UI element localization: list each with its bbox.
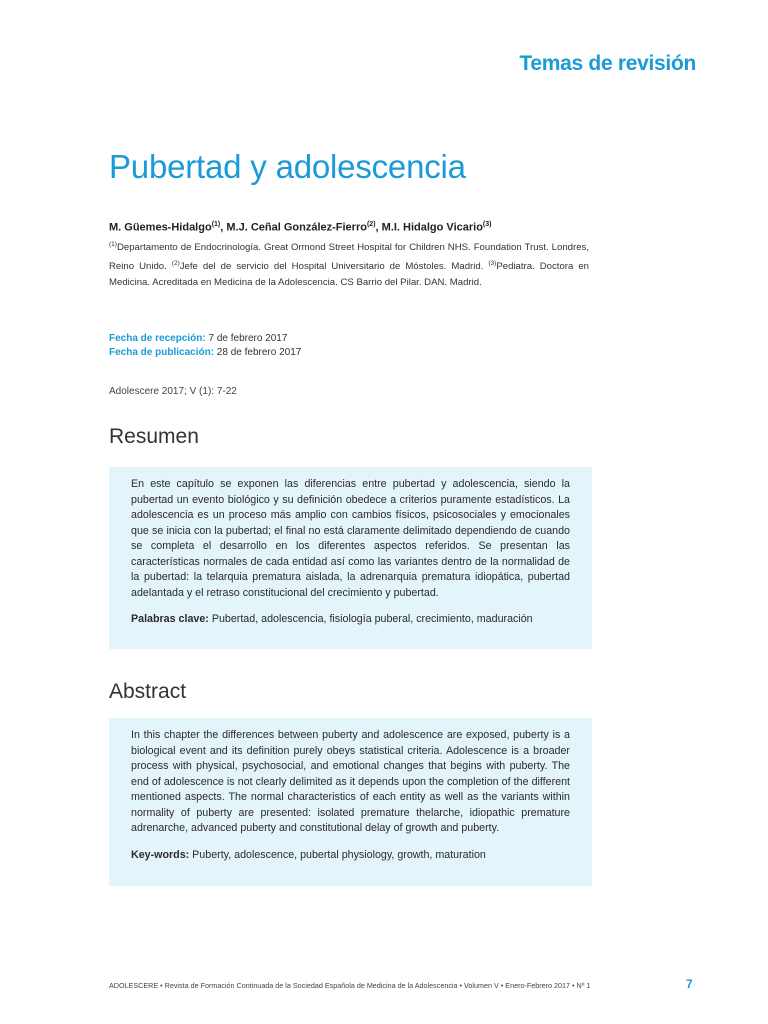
affiliation-text: Departamento de Endocrinología. Great Ormond Street Hospital for Children NHS. Foundation Trust. Londres, Reino Unido. [109, 242, 589, 273]
publication-date-value: 28 de febrero 2017 [214, 347, 302, 358]
resumen-heading: Resumen [109, 425, 199, 448]
publication-date-label: Fecha de publicación: [109, 347, 215, 358]
author-ref: (2) [366, 221, 376, 228]
reception-date-value: 7 de febrero 2017 [205, 333, 288, 344]
author-separator: , [375, 221, 382, 234]
reception-date-label: Fecha de recepción: [109, 333, 206, 344]
author-ref: (3) [482, 221, 492, 228]
author-name: M.I. Hidalgo Vicario [381, 221, 483, 234]
affiliation-ref: (3) [488, 260, 497, 268]
author-separator: , [220, 221, 227, 234]
resumen-keywords [131, 613, 570, 625]
resumen-text: En este capítulo se exponen las diferencias entre pubertad y adolescencia, siendo la pubertad un evento biológico y su definición obedece a criterios puramente estadísticos. La adolescencia es un proceso más amplio con cambios físicos, psicosociales y emocionales que se inicia con la pubertad; el final no está claramente delimitado dependiendo de cuando se completa el desarrollo en los diferentes aspectos referidos. Se presentan las características normales de cada entidad así como las variantes dentro de la normalidad de la pubertad: la telarquia prematura aislada, la adrenarquia prematura idiopática, pubertad adelantada y el retraso constitucional del crecimiento y pubertad. [131, 478, 570, 599]
abstract-heading: Abstract [109, 680, 187, 703]
author-list [109, 221, 589, 234]
journal-footer: ADOLESCERE • Revista de Formación Continuada de la Sociedad Española de Medicina de la Adolescencia • Volumen V • Enero-Febrero 2017 • Nº 1 [109, 981, 591, 990]
affiliation-text: Pediatra. Doctora en Medicina. Acreditada en Medicina de la Adolescencia. CS Barrio del Pilar. DAN. Madrid. [109, 261, 589, 289]
section-label: Temas de revisión [519, 52, 696, 75]
author-ref: (1) [211, 221, 221, 228]
keywords-label: Key-words: [131, 848, 190, 861]
affiliation-ref: (1) [109, 241, 117, 248]
abstract-box [109, 718, 592, 886]
affiliations [109, 237, 589, 291]
affiliation-ref: (2) [171, 260, 180, 268]
keywords-value: Pubertad, adolescencia, fisiología puberal, crecimiento, maduración [208, 613, 533, 625]
publication-date [109, 347, 301, 358]
author-name: M. Güemes-Hidalgo [109, 221, 212, 234]
citation: Adolescere 2017; V (1): 7-22 [109, 386, 237, 397]
abstract-keywords [131, 849, 570, 861]
abstract-text: In this chapter the differences between puberty and adolescence are exposed, puberty is a biological event and its definition purely obeys statistical criteria. Adolescence is a broader process with physical, psychosocial, and emotional changes that begins with puberty. The end of adolescence is not clearly delimited as it depends upon the completion of the different mentioned aspects. The normal characteristics of each entity as well as the variants within normality of puberty are presented: isolated premature thelarche, idiopathic premature adrenarche, advanced puberty and constitutional delay of growth and puberty. [131, 729, 570, 834]
keywords-label: Palabras clave: [131, 613, 209, 625]
page-number: 7 [686, 977, 693, 991]
author-name: M.J. Ceñal González-Fierro [226, 221, 367, 234]
reception-date [109, 333, 287, 344]
resumen-box [109, 467, 592, 649]
affiliation-text: Jefe del de servicio del Hospital Universitario de Móstoles. Madrid. [179, 261, 489, 273]
keywords-value: Puberty, adolescence, pubertal physiology, growth, maturation [189, 848, 486, 861]
article-title: Pubertad y adolescencia [109, 148, 466, 185]
